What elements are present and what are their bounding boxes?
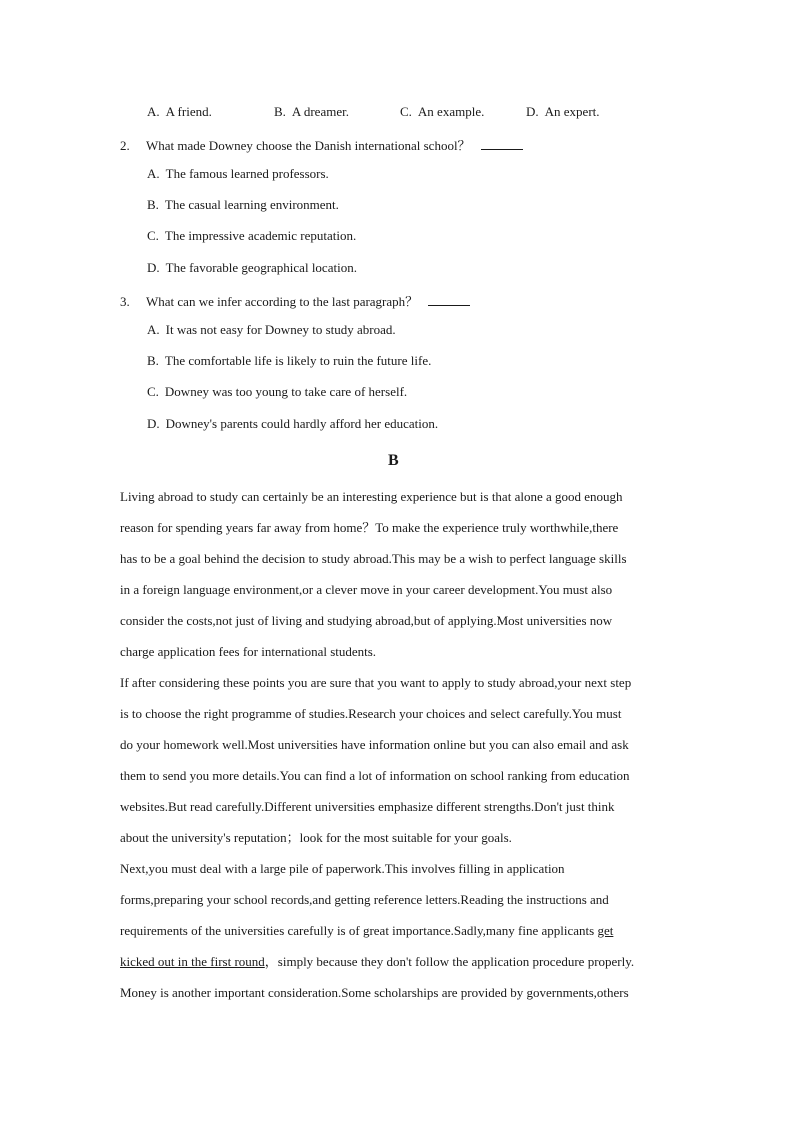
option-text: A dreamer. xyxy=(291,104,349,119)
q2-option-b xyxy=(147,197,339,213)
option-letter: A. xyxy=(147,104,160,119)
passage-line: consider the costs,not just of living and studying abroad,but of applying.Most universities now xyxy=(120,613,613,628)
q1-option-c xyxy=(400,104,484,120)
answer-blank[interactable] xyxy=(481,138,523,150)
option-text: A friend. xyxy=(165,104,212,119)
question-number: 2. xyxy=(120,138,130,153)
question-text: What can we infer according to the last paragraph？ xyxy=(146,294,419,309)
passage-line: Next,you must deal with a large pile of paperwork.This involves filling in application xyxy=(120,861,565,876)
underlined-phrase: get xyxy=(597,923,614,938)
q3-option-a xyxy=(147,322,396,338)
q2-option-a xyxy=(147,166,329,182)
passage-line: websites.But read carefully.Different universities emphasize different strengths.Don't just think xyxy=(120,799,615,814)
passage-line: has to be a goal behind the decision to study abroad.This may be a wish to perfect language skills xyxy=(120,551,627,566)
section-heading: B xyxy=(388,452,399,469)
q2-option-c xyxy=(147,228,356,244)
passage-line: forms,preparing your school records,and getting reference letters.Reading the instructions and xyxy=(120,892,609,907)
passage-line: charge application fees for international students. xyxy=(120,644,377,659)
option-letter: A. xyxy=(147,322,160,337)
passage-line: them to send you more details.You can find a lot of information on school ranking from education xyxy=(120,768,630,783)
option-text: The casual learning environment. xyxy=(164,197,339,212)
option-letter: C. xyxy=(147,228,159,243)
passage-line: Living abroad to study can certainly be an interesting experience but is that alone a good enough xyxy=(120,489,623,504)
option-text: An example. xyxy=(417,104,485,119)
question-number: 3. xyxy=(120,294,130,309)
option-text: It was not easy for Downey to study abroad. xyxy=(165,322,396,337)
option-letter: B. xyxy=(147,353,159,368)
passage-line: do your homework well.Most universities have information online but you can also email and ask xyxy=(120,737,629,752)
q3-option-b xyxy=(147,353,431,369)
passage-line: If after considering these points you are sure that you want to apply to study abroad,your next step xyxy=(120,675,632,690)
option-letter: C. xyxy=(400,104,412,119)
option-text: The impressive academic reputation. xyxy=(164,228,357,243)
q1-option-b xyxy=(274,104,349,120)
passage-line: about the university's reputation；look for the most suitable for your goals. xyxy=(120,830,512,845)
option-letter: D. xyxy=(147,260,160,275)
passage-line xyxy=(120,946,680,977)
q3-stem xyxy=(120,291,470,310)
option-letter: A. xyxy=(147,166,160,181)
option-text: The favorable geographical location. xyxy=(165,260,357,275)
passage-text: requirements of the universities carefully is of great importance.Sadly,many fine applicants xyxy=(120,923,598,938)
passage-line: Money is another important consideration.Some scholarships are provided by governments,others xyxy=(120,985,629,1000)
passage xyxy=(120,481,680,1008)
passage-text: ，simply because they don't follow the application procedure properly. xyxy=(264,954,635,969)
option-text: The famous learned professors. xyxy=(165,166,329,181)
option-text: Downey was too young to take care of herself. xyxy=(164,384,408,399)
passage-line: in a foreign language environment,or a clever move in your career development.You must also xyxy=(120,582,613,597)
option-letter: D. xyxy=(147,416,160,431)
q2-option-d xyxy=(147,260,357,276)
q3-option-c xyxy=(147,384,407,400)
question-text: What made Downey choose the Danish international school？ xyxy=(146,138,471,153)
q1-option-d xyxy=(526,104,600,120)
q2-stem xyxy=(120,135,523,154)
option-letter: B. xyxy=(274,104,286,119)
passage-line: is to choose the right programme of studies.Research your choices and select carefully.You must xyxy=(120,706,622,721)
underlined-phrase: kicked out in the first round xyxy=(120,954,265,969)
option-text: The comfortable life is likely to ruin the future life. xyxy=(164,353,432,368)
answer-blank[interactable] xyxy=(428,294,470,306)
option-text: Downey's parents could hardly afford her education. xyxy=(165,416,439,431)
q1-option-a xyxy=(147,104,212,120)
option-letter: D. xyxy=(526,104,539,119)
passage-line xyxy=(120,915,680,946)
q3-option-d xyxy=(147,416,438,432)
option-letter: B. xyxy=(147,197,159,212)
option-letter: C. xyxy=(147,384,159,399)
passage-line: reason for spending years far away from home？To make the experience truly worthwhile,there xyxy=(120,520,619,535)
option-text: An expert. xyxy=(544,104,600,119)
